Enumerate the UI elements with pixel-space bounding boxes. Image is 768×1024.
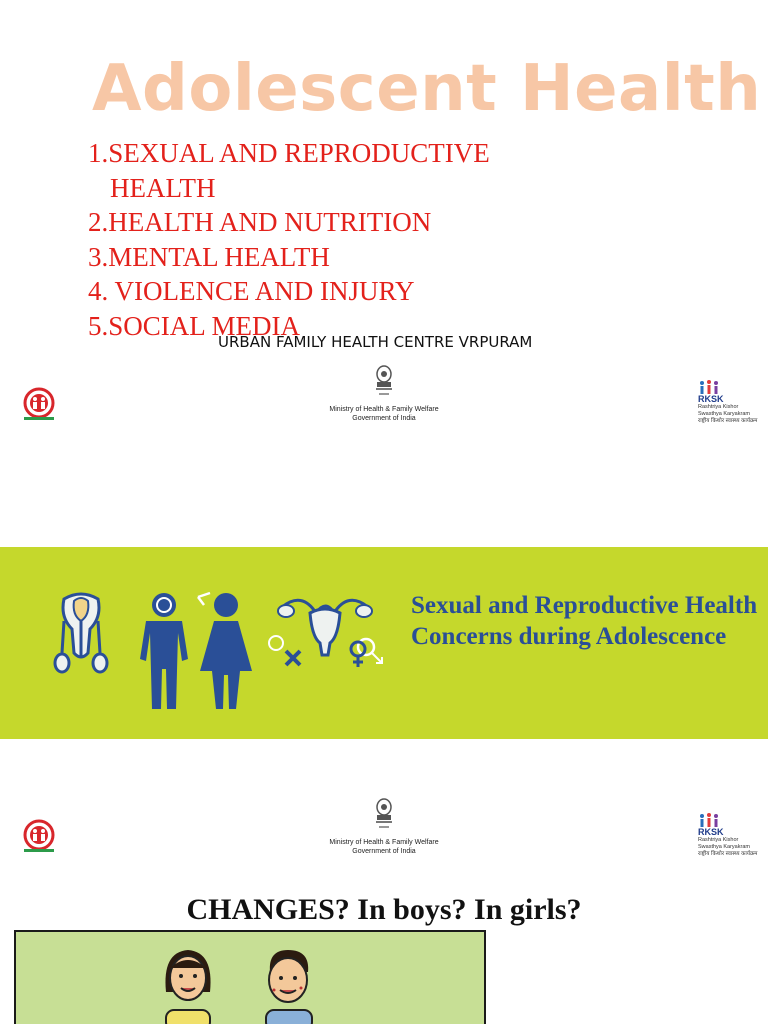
girl-icon bbox=[165, 950, 210, 1024]
topic-item-continuation: HEALTH bbox=[110, 172, 216, 203]
banner-title: Sexual and Reproductive Health Concerns during Adolescence bbox=[411, 592, 758, 650]
ministry-line1: Ministry of Health & Family Welfare bbox=[329, 839, 439, 846]
rksk-line3: राष्ट्रीय किशोर स्वास्थ्य कार्यक्रम bbox=[698, 851, 758, 857]
centre-name: URBAN FAMILY HEALTH CENTRE VRPURAM bbox=[218, 333, 533, 351]
topic-item: 3.MENTAL HEALTH bbox=[88, 241, 330, 272]
topic-list bbox=[88, 136, 490, 343]
rksk-line1: Rashtriya Kishor bbox=[698, 837, 739, 843]
rksk-figures-icon bbox=[698, 813, 764, 827]
rksk-figures-icon bbox=[698, 380, 764, 394]
male-figure-icon bbox=[136, 591, 192, 711]
ministry-logo bbox=[329, 798, 439, 856]
ministry-line2: Government of India bbox=[352, 848, 416, 855]
topic-item: 2.HEALTH AND NUTRITION bbox=[88, 207, 432, 237]
ministry-line1: Ministry of Health & Family Welfare bbox=[329, 406, 439, 413]
rksk-line2: Swasthya Karyakram bbox=[698, 411, 750, 417]
state-emblem-icon bbox=[372, 365, 396, 401]
topic-item: 4. VIOLENCE AND INJURY bbox=[88, 276, 415, 306]
rksk-logo bbox=[698, 380, 764, 425]
slide-title: Adolescent Health bbox=[92, 52, 762, 126]
rksk-line1: Rashtriya Kishor bbox=[698, 404, 739, 410]
rksk-line2: Swasthya Karyakram bbox=[698, 844, 750, 850]
nhm-logo-icon bbox=[18, 818, 60, 854]
topic-item: 5.SOCIAL MEDIA bbox=[88, 310, 300, 341]
rksk-abbr: RKSK bbox=[698, 394, 724, 404]
nhm-logo-icon bbox=[18, 386, 60, 422]
topic-item: 1.SEXUAL AND REPRODUCTIVE bbox=[88, 138, 490, 168]
rksk-logo bbox=[698, 813, 764, 858]
changes-heading: CHANGES? In boys? In girls? bbox=[186, 893, 582, 926]
female-reproductive-icon bbox=[266, 591, 400, 711]
state-emblem-icon bbox=[372, 798, 396, 834]
boy-icon bbox=[266, 950, 312, 1024]
rksk-abbr: RKSK bbox=[698, 827, 724, 837]
female-figure-icon bbox=[196, 591, 256, 711]
rksk-line3: राष्ट्रीय किशोर स्वास्थ्य कार्यक्रम bbox=[698, 418, 758, 424]
male-reproductive-icon bbox=[50, 591, 112, 679]
ministry-line2: Government of India bbox=[352, 415, 416, 422]
ministry-logo bbox=[329, 365, 439, 423]
boy-girl-illustration bbox=[14, 930, 486, 1024]
